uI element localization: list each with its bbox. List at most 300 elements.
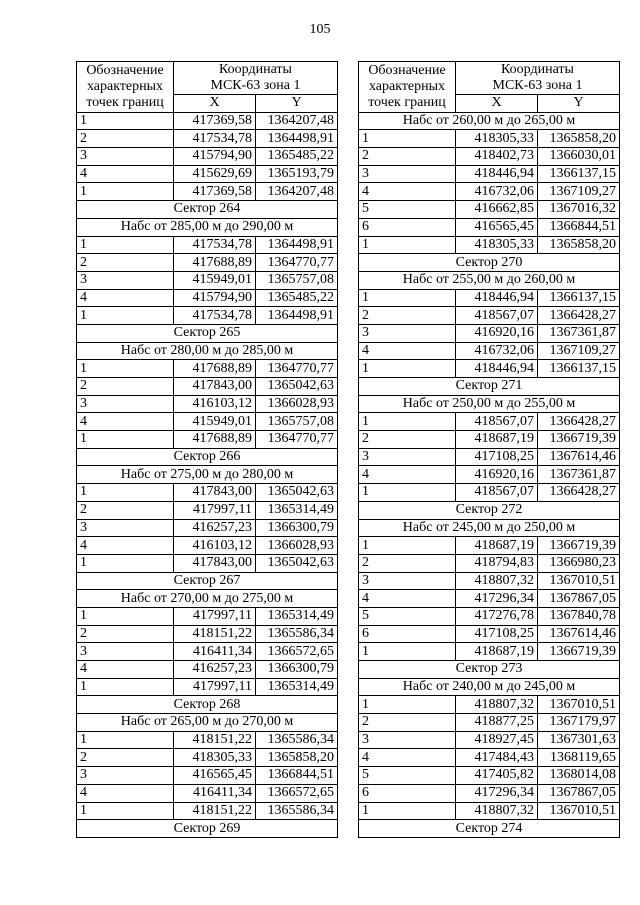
x-coordinate-cell: 417534,78 xyxy=(174,130,256,148)
y-coordinate-cell: 1364207,48 xyxy=(256,183,338,201)
x-coordinate-cell: 416411,34 xyxy=(174,784,256,802)
table-row xyxy=(77,749,338,767)
y-coordinate-cell: 1365586,34 xyxy=(256,625,338,643)
y-coordinate-cell: 1366719,39 xyxy=(538,537,620,555)
y-coordinate-cell: 1366719,39 xyxy=(538,643,620,661)
point-number-cell: 3 xyxy=(359,324,456,342)
x-coordinate-cell: 417688,89 xyxy=(174,360,256,378)
row-label: Сектор 271 xyxy=(359,378,620,396)
x-coordinate-cell: 417369,58 xyxy=(174,112,256,130)
x-coordinate-cell: 418446,94 xyxy=(456,360,538,378)
left-table-body xyxy=(77,112,338,837)
point-number-cell: 2 xyxy=(77,625,174,643)
height-range-row xyxy=(77,218,338,236)
y-column-header: Y xyxy=(538,95,620,113)
y-coordinate-cell: 1366137,15 xyxy=(538,289,620,307)
height-range-row xyxy=(359,271,620,289)
sector-row xyxy=(77,572,338,590)
point-number-cell: 1 xyxy=(77,484,174,502)
y-coordinate-cell: 1365042,63 xyxy=(256,554,338,572)
coords-title-line: Координаты xyxy=(501,62,574,77)
point-number-cell: 1 xyxy=(359,484,456,502)
point-number-cell: 6 xyxy=(359,218,456,236)
y-coordinate-cell: 1366300,79 xyxy=(256,519,338,537)
height-range-row xyxy=(77,342,338,360)
point-label-line: характерных xyxy=(86,78,164,94)
y-coordinate-cell: 1366428,27 xyxy=(538,484,620,502)
height-range-row xyxy=(77,466,338,484)
point-number-cell: 1 xyxy=(359,236,456,254)
coordinates-table-left xyxy=(76,61,338,838)
point-number-cell: 3 xyxy=(359,572,456,590)
row-label: Сектор 269 xyxy=(77,820,338,838)
row-label: Сектор 266 xyxy=(77,448,338,466)
point-number-cell: 3 xyxy=(77,519,174,537)
y-coordinate-cell: 1364498,91 xyxy=(256,130,338,148)
point-number-cell: 1 xyxy=(359,802,456,820)
y-coordinate-cell: 1367301,63 xyxy=(538,731,620,749)
x-coordinate-cell: 416257,23 xyxy=(174,519,256,537)
x-coordinate-cell: 416565,45 xyxy=(456,218,538,236)
table-row xyxy=(77,802,338,820)
x-coordinate-cell: 417843,00 xyxy=(174,484,256,502)
y-coordinate-cell: 1368014,08 xyxy=(538,767,620,785)
point-label-header xyxy=(77,62,174,113)
row-label: Набс от 250,00 м до 255,00 м xyxy=(359,395,620,413)
point-number-cell: 1 xyxy=(77,802,174,820)
y-coordinate-cell: 1365314,49 xyxy=(256,678,338,696)
point-number-cell: 1 xyxy=(77,307,174,325)
point-number-cell: 1 xyxy=(359,643,456,661)
x-coordinate-cell: 417484,43 xyxy=(456,749,538,767)
y-coordinate-cell: 1364498,91 xyxy=(256,307,338,325)
point-number-cell: 2 xyxy=(77,749,174,767)
table-row xyxy=(359,307,620,325)
table-row xyxy=(359,484,620,502)
x-column-header: X xyxy=(456,95,538,113)
y-coordinate-cell: 1367179,97 xyxy=(538,714,620,732)
height-range-row xyxy=(77,714,338,732)
point-number-cell: 1 xyxy=(359,696,456,714)
table-row xyxy=(77,767,338,785)
x-coordinate-cell: 417843,00 xyxy=(174,554,256,572)
table-row xyxy=(77,413,338,431)
y-coordinate-cell: 1366572,65 xyxy=(256,643,338,661)
point-number-cell: 4 xyxy=(77,289,174,307)
point-number-cell: 3 xyxy=(359,448,456,466)
table-row xyxy=(359,130,620,148)
row-label: Набс от 260,00 м до 265,00 м xyxy=(359,112,620,130)
table-row xyxy=(359,448,620,466)
x-coordinate-cell: 418807,32 xyxy=(456,572,538,590)
point-number-cell: 4 xyxy=(77,661,174,679)
row-label: Сектор 267 xyxy=(77,572,338,590)
point-number-cell: 5 xyxy=(359,767,456,785)
x-coordinate-cell: 415949,01 xyxy=(174,413,256,431)
row-label: Сектор 272 xyxy=(359,501,620,519)
row-label: Сектор 270 xyxy=(359,254,620,272)
y-coordinate-cell: 1367614,46 xyxy=(538,625,620,643)
y-coordinate-cell: 1367010,51 xyxy=(538,802,620,820)
row-label: Набс от 275,00 м до 280,00 м xyxy=(77,466,338,484)
sector-row xyxy=(77,696,338,714)
table-row xyxy=(359,714,620,732)
x-coordinate-cell: 416565,45 xyxy=(174,767,256,785)
y-coordinate-cell: 1367361,87 xyxy=(538,466,620,484)
table-row xyxy=(359,148,620,166)
point-number-cell: 3 xyxy=(77,395,174,413)
y-coordinate-cell: 1365042,63 xyxy=(256,484,338,502)
row-label: Сектор 264 xyxy=(77,201,338,219)
x-coordinate-cell: 418687,19 xyxy=(456,643,538,661)
table-row xyxy=(77,501,338,519)
table-row xyxy=(77,360,338,378)
table-row xyxy=(77,607,338,625)
point-number-cell: 4 xyxy=(77,537,174,555)
x-coordinate-cell: 417276,78 xyxy=(456,607,538,625)
y-coordinate-cell: 1367109,27 xyxy=(538,342,620,360)
table-row xyxy=(77,519,338,537)
y-coordinate-cell: 1364770,77 xyxy=(256,360,338,378)
y-coordinate-cell: 1365858,20 xyxy=(538,130,620,148)
x-coordinate-cell: 417108,25 xyxy=(456,448,538,466)
point-number-cell: 4 xyxy=(77,165,174,183)
point-number-cell: 1 xyxy=(359,289,456,307)
row-label: Набс от 245,00 м до 250,00 м xyxy=(359,519,620,537)
x-coordinate-cell: 418151,22 xyxy=(174,731,256,749)
x-coordinate-cell: 417405,82 xyxy=(456,767,538,785)
sector-row xyxy=(77,820,338,838)
x-coordinate-cell: 416662,85 xyxy=(456,201,538,219)
point-number-cell: 4 xyxy=(359,466,456,484)
y-coordinate-cell: 1364770,77 xyxy=(256,254,338,272)
x-coordinate-cell: 417534,78 xyxy=(174,236,256,254)
table-row xyxy=(77,678,338,696)
y-coordinate-cell: 1367840,78 xyxy=(538,607,620,625)
x-coordinate-cell: 418794,83 xyxy=(456,554,538,572)
table-row xyxy=(77,784,338,802)
table-row xyxy=(77,112,338,130)
height-range-row xyxy=(77,590,338,608)
x-coordinate-cell: 417296,34 xyxy=(456,590,538,608)
point-number-cell: 1 xyxy=(77,112,174,130)
row-label: Сектор 265 xyxy=(77,324,338,342)
y-coordinate-cell: 1364207,48 xyxy=(256,112,338,130)
row-label: Набс от 280,00 м до 285,00 м xyxy=(77,342,338,360)
table-row xyxy=(359,731,620,749)
y-coordinate-cell: 1366572,65 xyxy=(256,784,338,802)
row-label: Набс от 255,00 м до 260,00 м xyxy=(359,271,620,289)
point-number-cell: 1 xyxy=(77,731,174,749)
y-coordinate-cell: 1366137,15 xyxy=(538,360,620,378)
table-row xyxy=(77,395,338,413)
x-coordinate-cell: 418446,94 xyxy=(456,289,538,307)
table-row xyxy=(359,554,620,572)
table-row xyxy=(359,431,620,449)
y-coordinate-cell: 1366980,23 xyxy=(538,554,620,572)
x-coordinate-cell: 418807,32 xyxy=(456,696,538,714)
table-row xyxy=(77,484,338,502)
x-coordinate-cell: 416103,12 xyxy=(174,395,256,413)
x-coordinate-cell: 418305,33 xyxy=(456,236,538,254)
point-label-line: Обозначение xyxy=(86,62,164,78)
x-coordinate-cell: 416257,23 xyxy=(174,661,256,679)
x-coordinate-cell: 416732,06 xyxy=(456,342,538,360)
table-row xyxy=(77,236,338,254)
point-number-cell: 4 xyxy=(359,749,456,767)
y-coordinate-cell: 1365586,34 xyxy=(256,802,338,820)
x-coordinate-cell: 418305,33 xyxy=(174,749,256,767)
table-row xyxy=(359,289,620,307)
x-coordinate-cell: 416103,12 xyxy=(174,537,256,555)
coords-header xyxy=(456,62,620,95)
x-coordinate-cell: 418567,07 xyxy=(456,307,538,325)
height-range-row xyxy=(359,112,620,130)
point-number-cell: 4 xyxy=(359,342,456,360)
x-coordinate-cell: 416411,34 xyxy=(174,643,256,661)
table-row xyxy=(359,201,620,219)
x-coordinate-cell: 415794,90 xyxy=(174,148,256,166)
table-row xyxy=(359,236,620,254)
x-coordinate-cell: 417997,11 xyxy=(174,607,256,625)
point-number-cell: 3 xyxy=(77,148,174,166)
table-row xyxy=(359,360,620,378)
x-coordinate-cell: 418402,73 xyxy=(456,148,538,166)
y-coordinate-cell: 1366428,27 xyxy=(538,307,620,325)
y-coordinate-cell: 1365485,22 xyxy=(256,148,338,166)
table-row xyxy=(359,413,620,431)
point-number-cell: 4 xyxy=(77,784,174,802)
table-row xyxy=(359,572,620,590)
x-coordinate-cell: 418687,19 xyxy=(456,537,538,555)
row-label: Сектор 274 xyxy=(359,820,620,838)
table-row xyxy=(359,165,620,183)
x-coordinate-cell: 418151,22 xyxy=(174,802,256,820)
table-row xyxy=(77,183,338,201)
table-row xyxy=(77,643,338,661)
x-coordinate-cell: 418807,32 xyxy=(456,802,538,820)
point-number-cell: 2 xyxy=(77,254,174,272)
coords-title-line: МСК-63 зона 1 xyxy=(492,78,583,93)
point-number-cell: 2 xyxy=(359,554,456,572)
table-row xyxy=(359,643,620,661)
table-row xyxy=(77,289,338,307)
y-coordinate-cell: 1366300,79 xyxy=(256,661,338,679)
point-number-cell: 1 xyxy=(77,554,174,572)
x-coordinate-cell: 418151,22 xyxy=(174,625,256,643)
y-coordinate-cell: 1366137,15 xyxy=(538,165,620,183)
table-row xyxy=(359,342,620,360)
point-number-cell: 6 xyxy=(359,784,456,802)
y-coordinate-cell: 1367010,51 xyxy=(538,572,620,590)
table-row xyxy=(77,378,338,396)
height-range-row xyxy=(359,678,620,696)
y-coordinate-cell: 1367109,27 xyxy=(538,183,620,201)
y-coordinate-cell: 1367361,87 xyxy=(538,324,620,342)
x-coordinate-cell: 418305,33 xyxy=(456,130,538,148)
table-row xyxy=(359,466,620,484)
y-coordinate-cell: 1365193,79 xyxy=(256,165,338,183)
point-number-cell: 2 xyxy=(359,148,456,166)
y-coordinate-cell: 1367614,46 xyxy=(538,448,620,466)
point-number-cell: 1 xyxy=(359,537,456,555)
height-range-row xyxy=(359,395,620,413)
point-number-cell: 3 xyxy=(77,643,174,661)
point-number-cell: 2 xyxy=(77,130,174,148)
point-number-cell: 1 xyxy=(77,607,174,625)
sector-row xyxy=(359,378,620,396)
table-row xyxy=(359,537,620,555)
y-coordinate-cell: 1367867,05 xyxy=(538,784,620,802)
point-number-cell: 1 xyxy=(77,360,174,378)
y-coordinate-cell: 1365757,08 xyxy=(256,413,338,431)
x-coordinate-cell: 417688,89 xyxy=(174,254,256,272)
table-row xyxy=(77,148,338,166)
x-coordinate-cell: 415629,69 xyxy=(174,165,256,183)
point-number-cell: 5 xyxy=(359,201,456,219)
point-label-line: точек границ xyxy=(86,94,164,110)
page-number: 105 xyxy=(309,22,331,37)
point-number-cell: 4 xyxy=(359,183,456,201)
y-coordinate-cell: 1365485,22 xyxy=(256,289,338,307)
point-number-cell: 3 xyxy=(77,767,174,785)
y-coordinate-cell: 1366030,01 xyxy=(538,148,620,166)
table-row xyxy=(359,696,620,714)
point-number-cell: 1 xyxy=(77,431,174,449)
point-label-line: характерных xyxy=(368,78,446,94)
height-range-row xyxy=(359,519,620,537)
point-number-cell: 2 xyxy=(359,307,456,325)
x-coordinate-cell: 417997,11 xyxy=(174,501,256,519)
table-row xyxy=(359,324,620,342)
x-coordinate-cell: 418446,94 xyxy=(456,165,538,183)
point-number-cell: 3 xyxy=(77,271,174,289)
row-label: Набс от 285,00 м до 290,00 м xyxy=(77,218,338,236)
table-row xyxy=(359,625,620,643)
y-coordinate-cell: 1366028,93 xyxy=(256,537,338,555)
coords-header xyxy=(174,62,338,95)
sector-row xyxy=(359,661,620,679)
x-coordinate-cell: 417296,34 xyxy=(456,784,538,802)
y-coordinate-cell: 1364770,77 xyxy=(256,431,338,449)
x-coordinate-cell: 418687,19 xyxy=(456,431,538,449)
point-number-cell: 5 xyxy=(359,607,456,625)
point-label-line: Обозначение xyxy=(368,62,446,78)
x-coordinate-cell: 415794,90 xyxy=(174,289,256,307)
y-coordinate-cell: 1366844,51 xyxy=(256,767,338,785)
table-row xyxy=(77,554,338,572)
y-coordinate-cell: 1367867,05 xyxy=(538,590,620,608)
y-coordinate-cell: 1367016,32 xyxy=(538,201,620,219)
x-column-header: X xyxy=(174,95,256,113)
point-number-cell: 1 xyxy=(359,130,456,148)
y-coordinate-cell: 1368119,65 xyxy=(538,749,620,767)
x-coordinate-cell: 417534,78 xyxy=(174,307,256,325)
table-row xyxy=(359,802,620,820)
table-row xyxy=(77,431,338,449)
point-number-cell: 1 xyxy=(359,413,456,431)
y-coordinate-cell: 1365757,08 xyxy=(256,271,338,289)
x-coordinate-cell: 416920,16 xyxy=(456,466,538,484)
point-number-cell: 2 xyxy=(359,714,456,732)
row-label: Набс от 265,00 м до 270,00 м xyxy=(77,714,338,732)
y-coordinate-cell: 1365586,34 xyxy=(256,731,338,749)
y-coordinate-cell: 1365858,20 xyxy=(538,236,620,254)
x-coordinate-cell: 417688,89 xyxy=(174,431,256,449)
table-row xyxy=(359,784,620,802)
table-row xyxy=(77,307,338,325)
point-label-line: точек границ xyxy=(368,94,446,110)
table-row xyxy=(77,537,338,555)
point-number-cell: 4 xyxy=(359,590,456,608)
y-column-header: Y xyxy=(256,95,338,113)
table-row xyxy=(359,607,620,625)
y-coordinate-cell: 1365858,20 xyxy=(256,749,338,767)
table-row xyxy=(77,731,338,749)
x-coordinate-cell: 418927,45 xyxy=(456,731,538,749)
table-row xyxy=(77,165,338,183)
row-label: Набс от 270,00 м до 275,00 м xyxy=(77,590,338,608)
x-coordinate-cell: 418567,07 xyxy=(456,484,538,502)
table-row xyxy=(77,271,338,289)
table-row xyxy=(359,749,620,767)
sector-row xyxy=(77,448,338,466)
y-coordinate-cell: 1365314,49 xyxy=(256,607,338,625)
y-coordinate-cell: 1364498,91 xyxy=(256,236,338,254)
x-coordinate-cell: 417843,00 xyxy=(174,378,256,396)
point-number-cell: 2 xyxy=(77,501,174,519)
table-row xyxy=(359,590,620,608)
x-coordinate-cell: 418877,25 xyxy=(456,714,538,732)
table-row xyxy=(77,625,338,643)
row-label: Сектор 268 xyxy=(77,696,338,714)
sector-row xyxy=(77,324,338,342)
y-coordinate-cell: 1366844,51 xyxy=(538,218,620,236)
table-row xyxy=(359,183,620,201)
point-number-cell: 1 xyxy=(359,360,456,378)
x-coordinate-cell: 417369,58 xyxy=(174,183,256,201)
point-number-cell: 4 xyxy=(77,413,174,431)
table-row xyxy=(77,661,338,679)
x-coordinate-cell: 417997,11 xyxy=(174,678,256,696)
y-coordinate-cell: 1365042,63 xyxy=(256,378,338,396)
x-coordinate-cell: 416920,16 xyxy=(456,324,538,342)
coordinates-table-right xyxy=(358,61,620,838)
table-row xyxy=(359,767,620,785)
point-number-cell: 1 xyxy=(77,678,174,696)
y-coordinate-cell: 1367010,51 xyxy=(538,696,620,714)
point-number-cell: 2 xyxy=(77,378,174,396)
right-table-body xyxy=(359,112,620,837)
row-label: Набс от 240,00 м до 245,00 м xyxy=(359,678,620,696)
x-coordinate-cell: 416732,06 xyxy=(456,183,538,201)
table-row xyxy=(359,218,620,236)
point-number-cell: 6 xyxy=(359,625,456,643)
sector-row xyxy=(77,201,338,219)
sector-row xyxy=(359,820,620,838)
y-coordinate-cell: 1366719,39 xyxy=(538,431,620,449)
point-label-header xyxy=(359,62,456,113)
sector-row xyxy=(359,501,620,519)
sector-row xyxy=(359,254,620,272)
x-coordinate-cell: 415949,01 xyxy=(174,271,256,289)
point-number-cell: 3 xyxy=(359,731,456,749)
point-number-cell: 3 xyxy=(359,165,456,183)
point-number-cell: 1 xyxy=(77,183,174,201)
point-number-cell: 2 xyxy=(359,431,456,449)
table-row xyxy=(77,254,338,272)
coords-title-line: Координаты xyxy=(219,62,292,77)
